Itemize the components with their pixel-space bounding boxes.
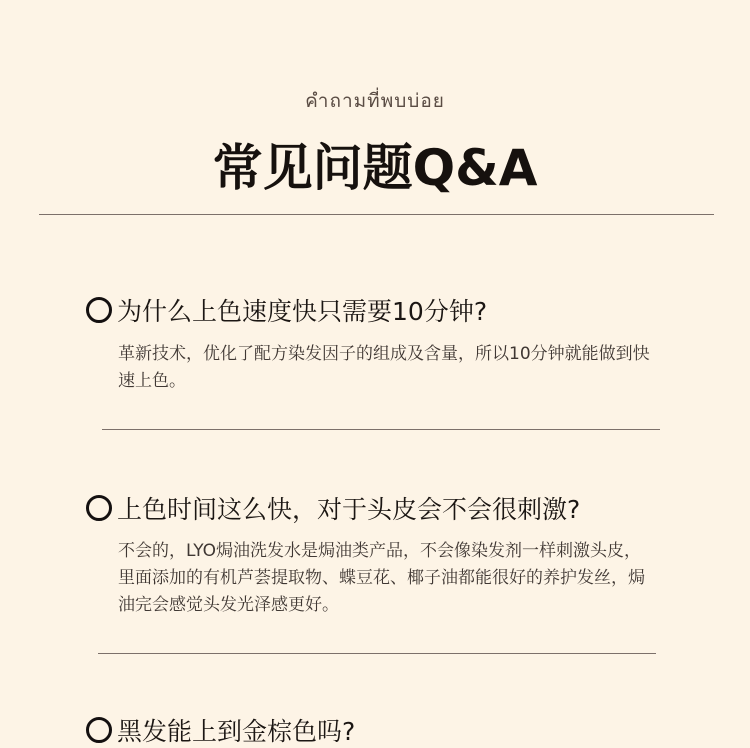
faq-divider xyxy=(102,429,660,430)
faq-divider xyxy=(98,653,656,654)
circle-bullet-icon xyxy=(86,717,112,743)
page-title: 常见问题Q&A xyxy=(212,139,538,197)
question-row xyxy=(86,490,580,526)
circle-bullet-icon xyxy=(86,297,112,323)
circle-bullet-icon xyxy=(86,495,112,521)
question-text: 为什么上色速度快只需要10分钟? xyxy=(117,297,488,326)
question-row xyxy=(86,712,355,748)
faq-subtitle: คำถามที่พบบ่อย xyxy=(305,90,445,112)
question-text: 上色时间这么快，对于头皮会不会很刺激? xyxy=(117,495,581,524)
question-row xyxy=(86,292,487,328)
title-divider xyxy=(39,214,714,215)
question-text: 黑发能上到金棕色吗? xyxy=(117,717,356,746)
answer-text: 革新技术，优化了配方染发因子的组成及含量，所以10分钟就能做到快速上色。 xyxy=(118,344,650,391)
answer-text: 不会的，LYO焗油洗发水是焗油类产品，不会像染发剂一样刺激头皮，里面添加的有机芦荟提取物、蝶豆花、椰子油都能很好的养护发丝，焗油完会感觉头发光泽感更好。 xyxy=(118,541,645,615)
